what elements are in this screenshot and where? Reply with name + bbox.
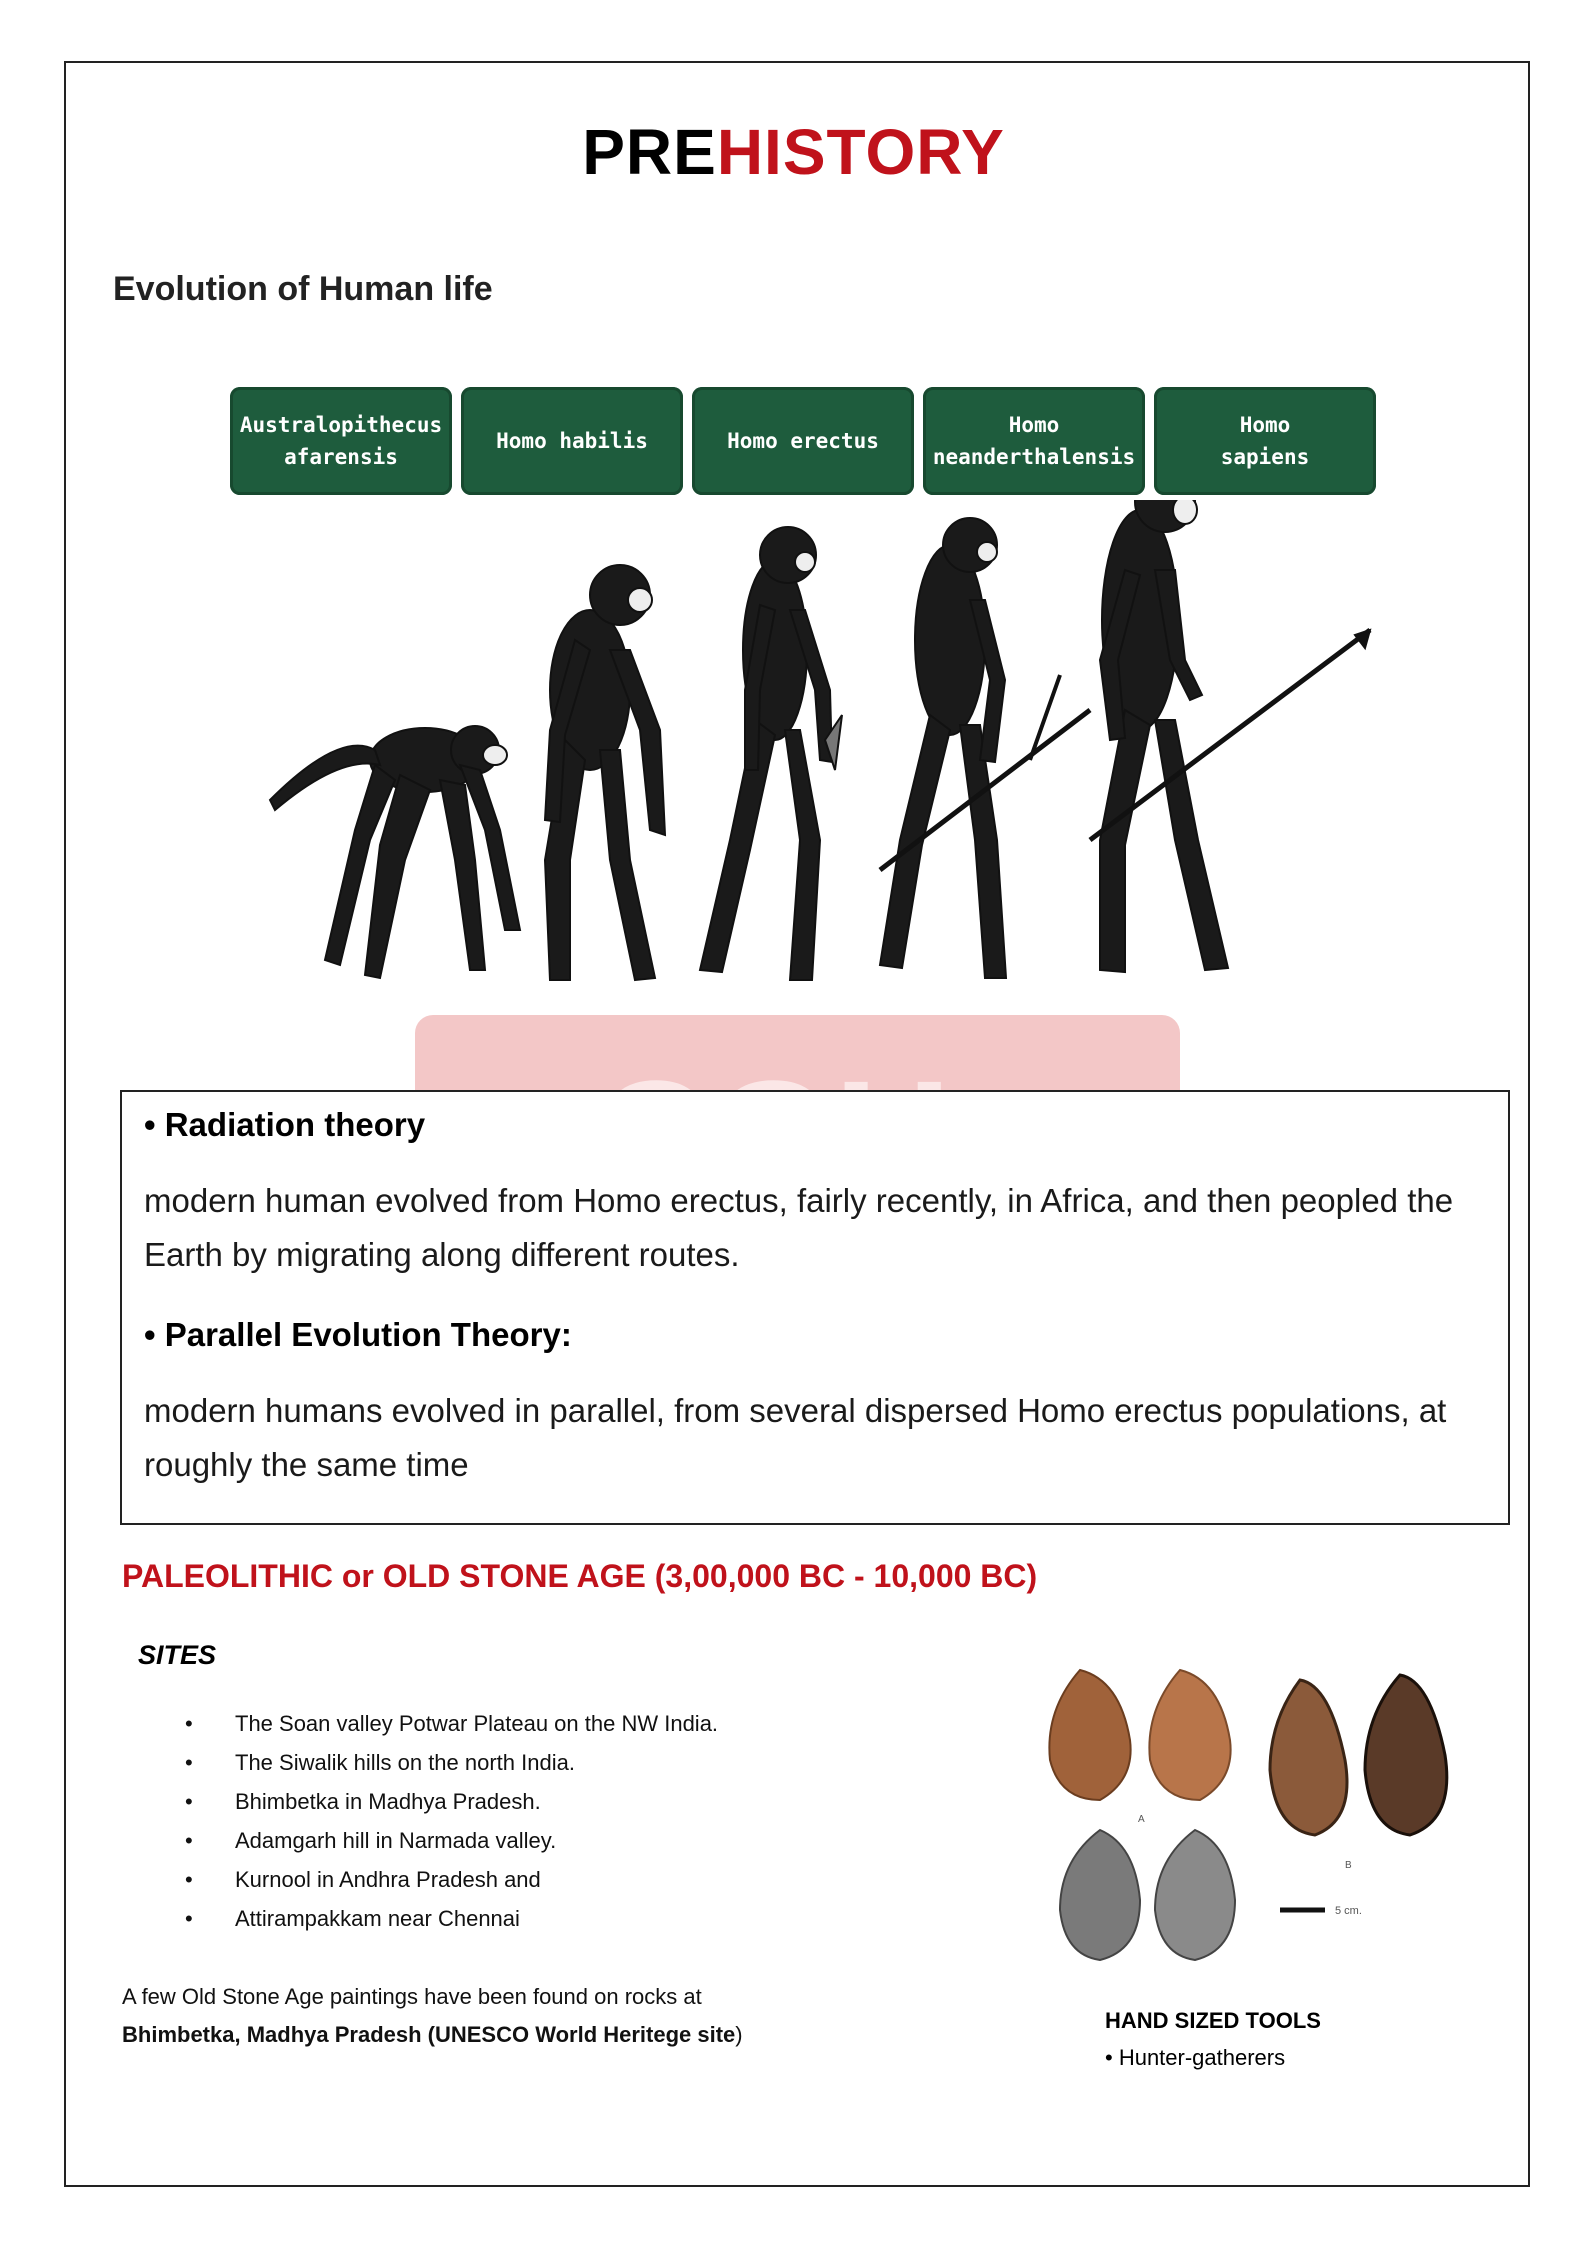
scale-label: 5 cm. <box>1335 1905 1362 1917</box>
bullet-dot: • <box>185 1750 193 1775</box>
title-pre: PRE <box>582 116 717 188</box>
species-box-homo-sapiens: Homo sapiens <box>1154 387 1376 495</box>
species-box-homo-neanderthalensis: Homo neanderthalensis <box>923 387 1145 495</box>
tools-bullet: • Hunter-gatherers <box>1105 2045 1286 2070</box>
hand-tools-illustration <box>1030 1650 1470 1980</box>
paintings-note <box>122 1978 743 2054</box>
hand-axe-a-top <box>1049 1670 1230 1800</box>
site-text: Bhimbetka in Madhya Pradesh. <box>235 1789 541 1814</box>
label-b: B <box>1345 1860 1352 1871</box>
australopithecus-figure <box>270 726 520 978</box>
paintings-line-1: A few Old Stone Age paintings have been found on rocks at <box>122 1984 702 2009</box>
site-text: Kurnool in Andhra Pradesh and <box>235 1867 541 1892</box>
parallel-theory-heading: • Parallel Evolution Theory: <box>144 1316 572 1353</box>
list-item <box>185 1704 718 1743</box>
page-title <box>0 112 1587 192</box>
neanderthal-figure <box>880 518 1090 978</box>
species-box-australopithecus: Australopithecus afarensis <box>230 387 452 495</box>
site-text: Attirampakkam near Chennai <box>235 1906 520 1931</box>
list-item <box>185 1821 718 1860</box>
paintings-close-paren: ) <box>735 2022 743 2047</box>
theories-box <box>120 1090 1510 1525</box>
list-item <box>185 1743 718 1782</box>
hand-axe-b <box>1270 1675 1447 1835</box>
section-subtitle: Evolution of Human life <box>113 270 493 308</box>
homo-erectus-figure <box>700 527 842 980</box>
tools-title: HAND SIZED TOOLS <box>1105 2008 1321 2033</box>
bullet-dot: • <box>185 1789 193 1814</box>
species-box-homo-habilis: Homo habilis <box>461 387 683 495</box>
homo-habilis-figure <box>545 565 665 980</box>
paleolithic-heading: PALEOLITHIC or OLD STONE AGE (3,00,000 BC - 10,000 BC) <box>122 1558 1038 1594</box>
site-text: Adamgarh hill in Narmada valley. <box>235 1828 557 1853</box>
bullet-dot: • <box>185 1828 193 1853</box>
bullet-dot: • <box>185 1711 193 1736</box>
species-box-homo-erectus: Homo erectus <box>692 387 914 495</box>
radiation-theory-text: modern human evolved from Homo erectus, fairly recently, in Africa, and then peopled the Earth by migrating along different routes. <box>144 1182 1454 1273</box>
site-text: The Siwalik hills on the north India. <box>235 1750 575 1775</box>
homo-sapiens-figure <box>1090 500 1370 972</box>
paintings-line-2 <box>122 2016 743 2054</box>
label-a: A <box>1138 1814 1145 1825</box>
bullet-dot: • <box>185 1906 193 1931</box>
site-text: The Soan valley Potwar Plateau on the NW India. <box>235 1711 719 1736</box>
list-item <box>185 1860 718 1899</box>
hand-axe-a-bottom <box>1060 1830 1235 1960</box>
sites-label: SITES <box>138 1640 217 1670</box>
list-item <box>185 1899 718 1938</box>
bullet-dot: • <box>185 1867 193 1892</box>
title-history: HISTORY <box>716 116 1005 188</box>
radiation-theory-heading: • Radiation theory <box>144 1106 426 1143</box>
parallel-theory-text: modern humans evolved in parallel, from several dispersed Homo erectus populations, at roughly the same time <box>144 1392 1447 1483</box>
paintings-location: Bhimbetka, Madhya Pradesh (UNESCO World Heritege site <box>122 2022 736 2047</box>
list-item <box>185 1782 718 1821</box>
evolution-illustration <box>230 500 1390 1000</box>
sites-list <box>185 1704 718 1938</box>
